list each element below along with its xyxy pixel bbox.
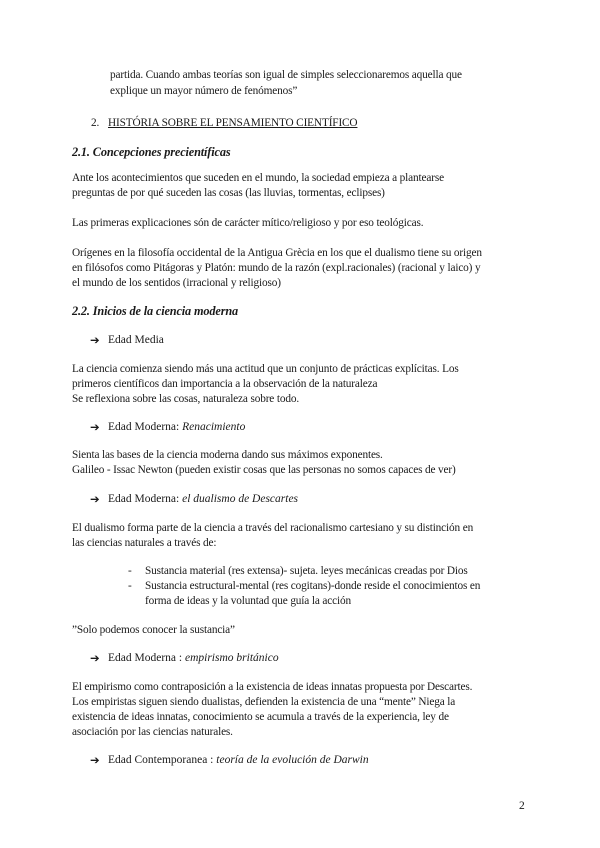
paragraph-line: Galileo - Issac Newton (pueden existir cosas que las personas no somos capaces de ver) — [72, 464, 456, 476]
era-descartes — [108, 492, 298, 507]
arrow-bullet-icon: ➔ — [90, 753, 100, 767]
paragraph-line: Ante los acontecimientos que suceden en el mundo, la sociedad empieza a plantearse — [72, 172, 444, 184]
era-renacimiento — [108, 420, 245, 435]
subsection-2-1-title: 2.1. Concepciones precientíficas — [72, 145, 231, 159]
era-emphasis: empirismo británico — [184, 652, 279, 664]
paragraph-line: primeros científicos dan importancia a la observación de la naturaleza — [72, 378, 378, 390]
era-label: Edad Contemporanea : — [108, 754, 217, 766]
page-number: 2 — [519, 800, 525, 812]
era-empirismo — [108, 651, 279, 666]
paragraph-line: Sienta las bases de la ciencia moderna dando sus máximos exponentes. — [72, 449, 383, 461]
paragraph-line: en filósofos como Pitágoras y Platón: mundo de la razón (expl.racionales) (racional y laico) y — [72, 262, 481, 274]
arrow-bullet-icon: ➔ — [90, 420, 100, 434]
paragraph-line: El empirismo como contraposición a la existencia de ideas innatas propuesta por Descartes. — [72, 681, 473, 693]
quote-line: ”Solo podemos conocer la sustancia” — [72, 624, 235, 636]
dash-bullet: - — [128, 565, 132, 577]
paragraph-line: preguntas de por qué suceden las cosas (las lluvias, tormentas, eclipses) — [72, 187, 385, 199]
arrow-bullet-icon: ➔ — [90, 651, 100, 665]
era-edad-media — [108, 333, 164, 348]
paragraph-line: existencia de ideas innatas, conocimiento se acumula a través de la experiencia, ley de — [72, 711, 449, 723]
list-item-continuation: forma de ideas y la voluntad que guía la acción — [145, 595, 351, 607]
list-item: Sustancia estructural-mental (res cogitans)-donde reside el conocimientos en — [145, 580, 481, 592]
section-number: 2. — [91, 117, 100, 129]
paragraph-line: Los empiristas siguen siendo dualistas, defienden la existencia de una “mente” Niega la — [72, 696, 456, 708]
arrow-bullet-icon: ➔ — [90, 333, 100, 347]
paragraph-line: Las primeras explicaciones són de carácter mítico/religioso y por eso teológicas. — [72, 217, 424, 229]
era-emphasis: teoría de la evolución de Darwin — [216, 754, 369, 766]
paragraph-line: El dualismo forma parte de la ciencia a través del racionalismo cartesiano y su distinción en — [72, 522, 474, 534]
era-emphasis: Renacimiento — [182, 421, 246, 433]
paragraph-line: asociación por las ciencias naturales. — [72, 726, 233, 738]
paragraph-line: Orígenes en la filosofía occidental de la Antigua Grècia en los que el dualismo tiene su origen — [72, 247, 482, 259]
intro-quote-line-1: partida. Cuando ambas teorías son igual de simples seleccionaremos aquella que — [110, 69, 462, 81]
era-label: Edad Moderna: — [108, 493, 183, 505]
paragraph-line: el mundo de los sentidos (irracional y religioso) — [72, 277, 281, 289]
era-label: Edad Moderna : — [108, 652, 185, 664]
paragraph-line: Se reflexiona sobre las cosas, naturaleza sobre todo. — [72, 393, 300, 405]
intro-quote-line-2: explique un mayor número de fenómenos” — [110, 85, 298, 97]
paragraph-line: las ciencias naturales a través de: — [72, 537, 217, 549]
paragraph-line: La ciencia comienza siendo más una actitud que un conjunto de prácticas explícitas. Los — [72, 363, 459, 375]
dash-bullet: - — [128, 580, 132, 592]
era-label: Edad Moderna: — [108, 421, 183, 433]
era-emphasis: el dualismo de Descartes — [182, 493, 299, 505]
subsection-2-2-title: 2.2. Inicios de la ciencia moderna — [72, 304, 239, 318]
arrow-bullet-icon: ➔ — [90, 492, 100, 506]
list-item: Sustancia material (res extensa)- sujeta. leyes mecánicas creadas por Dios — [145, 565, 468, 577]
section-heading: HISTÓRIA SOBRE EL PENSAMIENTO CIENTÍFICO — [108, 117, 358, 129]
era-contemporanea — [108, 753, 369, 768]
era-label: Edad Media — [108, 334, 164, 346]
